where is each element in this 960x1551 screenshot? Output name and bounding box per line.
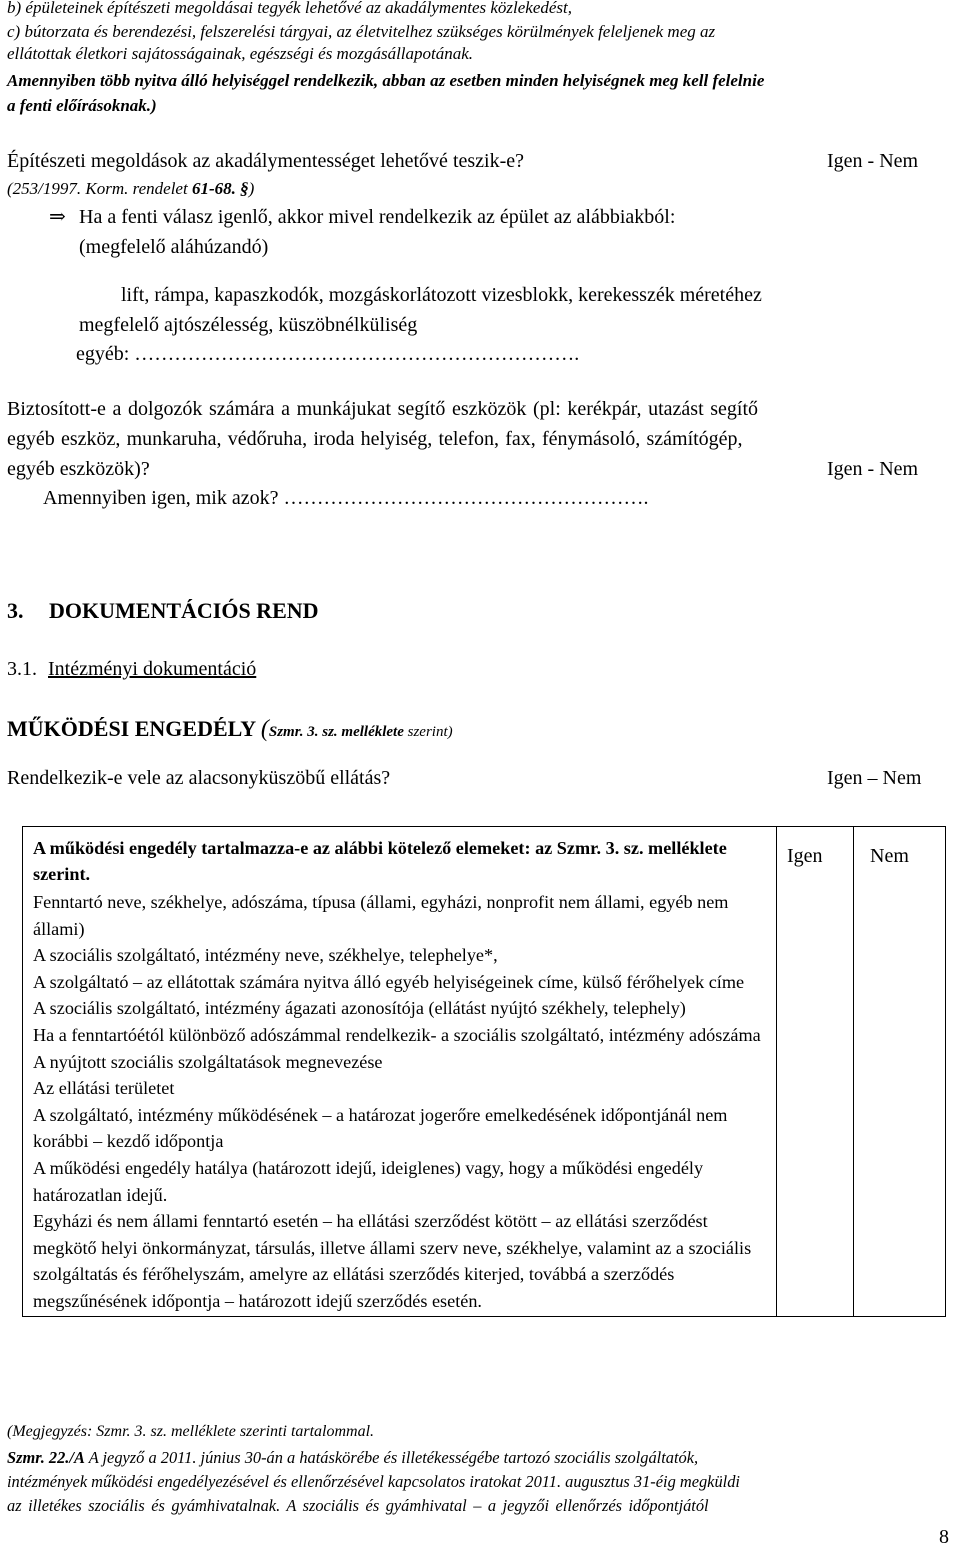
table-header: A működési engedély tartalmazza-e az alábbi kötelező elemeket: az Szmr. 3. sz. melléklete szerint. <box>33 838 727 884</box>
table-row: Egyházi és nem állami fenntartó esetén – ha ellátási szerződést kötött – az ellátási szerződést megkötő helyi önkormányzat, társulás, illetve állami szerv neve, székhelye, valamint az a szociális szolgáltatás és férőhelyszám, amelyre az ellátási szerződés kiterjed, továbbá a szerződés megszűnésének időpontja – határozott idejű szerződés esetén. <box>33 1211 752 1311</box>
permit-answer: Igen – Nem <box>827 767 922 789</box>
underline-instruction: (megfelelő aláhúzandó) <box>79 236 269 258</box>
follow-up-question: Ha a fenti válasz igenlő, akkor mivel rendelkezik az épület az alábbiakból: <box>79 206 676 228</box>
table-row: A nyújtott szociális szolgáltatások megnevezése <box>33 1051 383 1072</box>
permit-elements-table <box>22 826 946 1317</box>
table-row: Fenntartó neve, székhelye, adószáma, típusa (állami, egyházi, nonprofit nem állami, egyéb nem állami) <box>33 892 729 939</box>
feature-list-line1: lift, rámpa, kapaszkodók, mozgáskorlátozott vizesblokk, kerekesszék méretéhez <box>121 284 762 306</box>
text-line-c1: c) bútorzata és berendezési, felszerelési tárgyai, az életvitelhez szükséges körülmények feleljenek meg az <box>7 22 716 41</box>
question-architecture: Építészeti megoldások az akadálymentességet lehetővé teszik-e? <box>7 150 525 172</box>
answer-architecture: Igen - Nem <box>827 150 919 172</box>
regulation-reference: (253/1997. Korm. rendelet 61-68. §) <box>7 179 255 198</box>
footer-line3: az illetékes szociális és gyámhivatalnak. A szociális és gyámhivatal – a jegyzői ellenőrzés időpontjától <box>7 1496 709 1515</box>
bold-note-line1: Amennyiben több nyitva álló helyiséggel rendelkezik, abban az esetben minden helyiségnek meg kell felelnie <box>7 71 765 90</box>
column-no-header: Nem <box>870 845 909 867</box>
feature-list-line2: megfelelő ajtószélesség, küszöbnélküliség <box>79 314 418 336</box>
question-tools-line3: egyéb eszközök)? <box>7 458 150 480</box>
other-field: egyéb: …………………………………………………………. <box>76 343 580 365</box>
tools-detail-field: Amennyiben igen, mik azok? ………………………………………………. <box>43 487 649 509</box>
bold-note-line2: a fenti előírásoknak.) <box>7 96 157 115</box>
table-row: A szolgáltató, intézmény működésének – a határozat jogerőre emelkedésének időpontjánál nem korábbi – kezdő időpontja <box>33 1104 728 1152</box>
table-row: Az ellátási területet <box>33 1078 175 1099</box>
footer-line2: intézmények működési engedélyezésével és ellenőrzésével kapcsolatos iratokat 2011. augusztus 31-éig megküldi <box>7 1472 740 1491</box>
subsection-title: Intézményi dokumentáció <box>48 658 257 680</box>
answer-tools: Igen - Nem <box>827 458 919 480</box>
page-number: 8 <box>939 1526 949 1548</box>
column-no <box>854 827 946 1317</box>
table-row: A szolgáltató – az ellátottak számára nyitva álló egyéb helyiségeinek címe, külső férőhelyek címe <box>33 971 745 992</box>
table-note: (Megjegyzés: Szmr. 3. sz. melléklete szerinti tartalommal. <box>7 1423 375 1440</box>
permit-question: Rendelkezik-e vele az alacsonyküszöbű ellátás? <box>7 767 391 789</box>
question-tools-line2: egyéb eszköz, munkaruha, védőruha, iroda helyiség, telefon, fax, fénymásoló, számítógép, <box>7 428 743 450</box>
column-yes <box>777 827 854 1317</box>
table-main-column <box>23 827 777 1317</box>
section-title: DOKUMENTÁCIÓS REND <box>49 598 319 623</box>
table-rows <box>23 889 773 1316</box>
table-row: A szociális szolgáltató, intézmény neve, székhelye, telephelye*, <box>33 945 498 966</box>
column-yes-header: Igen <box>787 845 823 867</box>
subsection-number: 3.1. <box>7 658 37 680</box>
section-number: 3. <box>7 598 24 623</box>
text-line-b: b) épületeinek építészeti megoldásai tegyék lehetővé az akadálymentes közlekedést, <box>7 0 573 17</box>
footer-line1: Szmr. 22./A A jegyző a 2011. június 30-án a hatáskörébe és illetékességébe tartozó szociális szolgáltatók, <box>7 1448 699 1467</box>
question-tools-line1: Biztosított-e a dolgozók számára a munkájukat segítő eszközök (pl: kerékpár, utazást segítő <box>7 398 759 420</box>
table-row: A szociális szolgáltató, intézmény ágazati azonosítója (ellátást nyújtó székhely, telephely) <box>33 998 686 1019</box>
table-row: Ha a fenntartóétól különböző adószámmal rendelkezik- a szociális szolgáltató, intézmény adószáma <box>33 1024 761 1045</box>
arrow-icon: ⇒ <box>49 206 66 228</box>
table-row: A működési engedély hatálya (határozott idejű, ideiglenes) vagy, hogy a működési engedély határozatlan idejű. <box>33 1157 704 1205</box>
text-line-c2: ellátottak életkori sajátosságainak, egészségi és mozgásállapotának. <box>7 44 474 63</box>
permit-title: MŰKÖDÉSI ENGEDÉLY (Szmr. 3. sz. melléklete szerint) <box>7 716 453 742</box>
